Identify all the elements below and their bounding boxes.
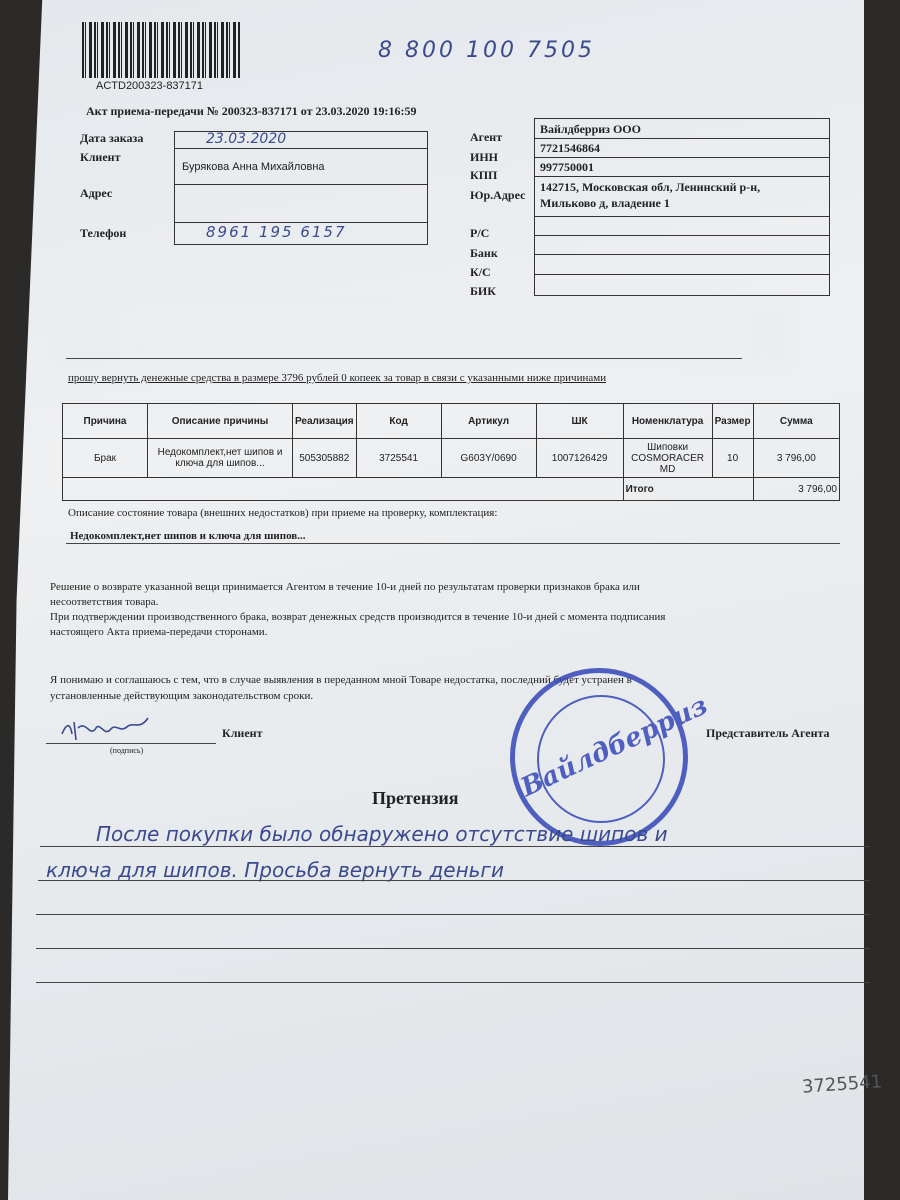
condition-value: Недокомплект,нет шипов и ключа для шипов... <box>70 530 306 542</box>
table-header-cell: Номенклатура <box>623 404 712 439</box>
client-label: Клиент <box>80 150 121 164</box>
bank-label: Банк <box>470 246 498 260</box>
claim-line <box>38 880 870 881</box>
company-stamp <box>510 668 713 846</box>
claim-line2: ключа для шипов. Просьба вернуть деньги <box>46 858 504 882</box>
consent-line1: Я понимаю и соглашаюсь с тем, что в случае выявления в переданном мной Товаре недостатка, последний будет устранен в <box>50 674 632 686</box>
divider <box>534 274 829 275</box>
client-signature <box>56 712 156 746</box>
table-header-cell: Размер <box>712 404 753 439</box>
claim-line1: После покупки было обнаружено отсутствие шипов и <box>96 822 668 846</box>
claim-line <box>36 982 870 983</box>
table-cell: 1007126429 <box>536 439 623 478</box>
condition-label: Описание состояние товара (внешних недостатков) при приеме на проверку, комплектация: <box>68 507 498 519</box>
order-date-label: Дата заказа <box>80 131 144 145</box>
claim-title: Претензия <box>372 788 459 808</box>
table-row <box>63 439 840 478</box>
rs-label: Р/С <box>470 226 490 240</box>
signature-line <box>46 743 216 744</box>
kpp-label: КПП <box>470 168 498 182</box>
redacted-area <box>60 306 790 364</box>
legal-address-line2: Мильково д, владение 1 <box>540 196 670 210</box>
total-value: 3 796,00 <box>753 478 839 501</box>
divider <box>66 358 742 359</box>
claim-line <box>40 846 870 847</box>
divider <box>174 184 427 185</box>
table-cell: 505305882 <box>293 439 357 478</box>
table-header-cell: Причина <box>63 404 148 439</box>
margin-note: 3725541 <box>801 1071 883 1098</box>
signature-caption: (подпись) <box>110 746 144 755</box>
table-cell: 3725541 <box>356 439 441 478</box>
divider <box>534 216 829 217</box>
decision-line1: Решение о возврате указанной вещи принимается Агентом в течение 10-и дней по результатам проверки признаков брака или <box>50 581 640 593</box>
table-header-row <box>63 404 840 439</box>
divider <box>534 176 829 177</box>
divider <box>534 254 829 255</box>
agent-signature-label: Представитель Агента <box>706 726 830 740</box>
inn-value: 7721546864 <box>540 141 600 155</box>
table-cell: 3 796,00 <box>753 439 839 478</box>
table-header-cell: Реализация <box>293 404 357 439</box>
stamp-text: Вайлдберриз <box>516 690 713 804</box>
table-cell: Недокомплект,нет шипов и ключа для шипов... <box>148 439 293 478</box>
table-header-cell: Артикул <box>441 404 536 439</box>
items-table <box>62 403 840 501</box>
table-header-cell: Код <box>356 404 441 439</box>
consent-line2: установленные действующим законодательством сроки. <box>50 690 314 702</box>
phone-label: Телефон <box>80 226 127 240</box>
total-label: Итого <box>623 478 753 501</box>
table-cell: Брак <box>63 439 148 478</box>
handwritten-phone: 8 800 100 7505 <box>378 38 595 63</box>
refund-request: прошу вернуть денежные средства в размере 3796 рублей 0 копеек за товар в связи с указанными ниже причинами <box>68 372 607 384</box>
order-date-value: 23.03.2020 <box>206 131 287 147</box>
ks-label: К/С <box>470 265 491 279</box>
claim-line <box>36 948 870 949</box>
table-cell <box>63 478 624 501</box>
legal-address-line1: 142715, Московская обл, Ленинский р-н, <box>540 180 761 194</box>
table-header-cell: Сумма <box>753 404 839 439</box>
divider <box>174 148 427 149</box>
divider <box>66 543 840 544</box>
table-cell: 10 <box>712 439 753 478</box>
divider <box>534 157 829 158</box>
agent-value: Вайлдберриз ООО <box>540 122 641 136</box>
client-signature-label: Клиент <box>222 726 263 740</box>
address-label: Адрес <box>80 186 113 200</box>
client-name-value: Бурякова Анна Михайловна <box>182 161 325 173</box>
decision-line2: несоответствия товара. <box>50 596 159 608</box>
defect-line2: настоящего Акта приема-передачи сторонами. <box>50 626 268 638</box>
bik-label: БИК <box>470 284 496 298</box>
legal-address-label: Юр.Адрес <box>470 188 526 202</box>
table-cell: Шиповки COSMORACER MD <box>623 439 712 478</box>
table-total-row <box>63 478 840 501</box>
divider <box>534 235 829 236</box>
barcode-text: ACTD200323-837171 <box>96 80 204 92</box>
barcode <box>82 22 240 78</box>
kpp-value: 997750001 <box>540 160 594 174</box>
phone-value: 8961 195 6157 <box>206 223 347 241</box>
agent-label: Агент <box>470 130 503 144</box>
inn-label: ИНН <box>470 150 499 164</box>
divider <box>534 138 829 139</box>
defect-line1: При подтверждении производственного брака, возврат денежных средств производится в течение 10-и дней с момента подписания <box>50 611 666 623</box>
claim-line <box>36 914 870 915</box>
table-header-cell: Описание причины <box>148 404 293 439</box>
table-cell: G603Y/0690 <box>441 439 536 478</box>
table-header-cell: ШК <box>536 404 623 439</box>
act-title: Акт приема-передачи № 200323-837171 от 23.03.2020 19:16:59 <box>86 104 417 118</box>
